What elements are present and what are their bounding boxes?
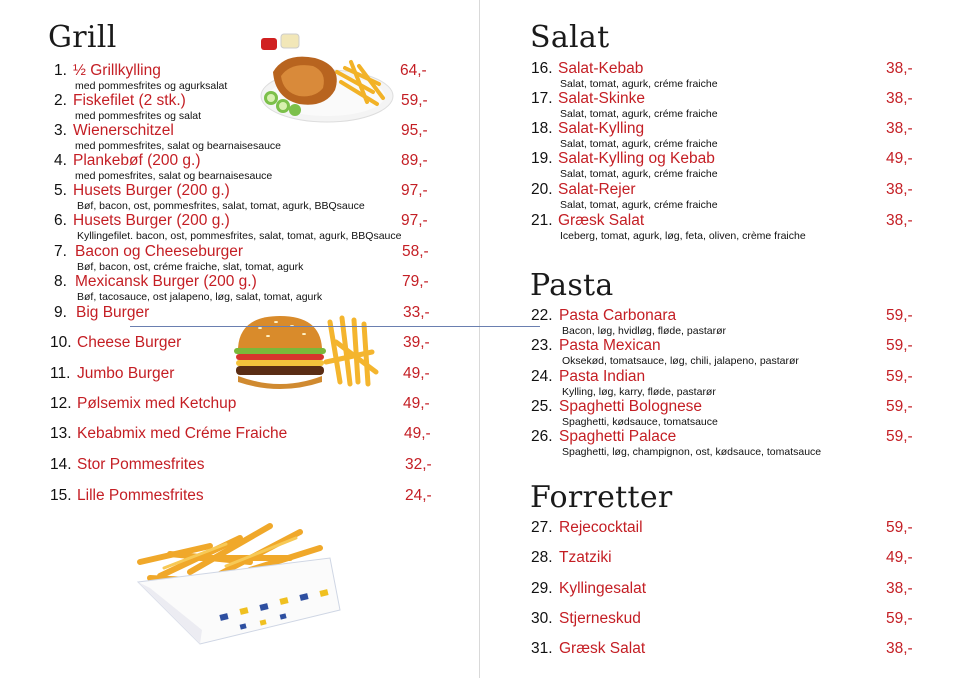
menu-item-name: Plankebøf (200 g.) bbox=[73, 152, 201, 169]
menu-item-number: 28. bbox=[531, 549, 553, 566]
menu-item-description: Bøf, tacosauce, ost jalapeno, løg, salat, tomat, agurk bbox=[77, 291, 323, 303]
menu-item-description: Salat, tomat, agurk, créme fraiche bbox=[560, 78, 718, 90]
menu-item-name: Stjerneskud bbox=[559, 610, 641, 627]
menu-item bbox=[480, 337, 960, 367]
menu-item-name: Græsk Salat bbox=[559, 640, 646, 657]
menu-item bbox=[480, 428, 960, 458]
menu-item-number: 4. bbox=[54, 152, 67, 169]
menu-item-name: Salat-Skinke bbox=[558, 90, 646, 107]
menu-item bbox=[0, 425, 480, 455]
menu-item bbox=[0, 212, 480, 242]
menu-item-price: 39,- bbox=[403, 334, 430, 351]
menu-item-number: 12. bbox=[50, 395, 72, 412]
menu-item bbox=[480, 90, 960, 120]
menu-item bbox=[480, 212, 960, 242]
menu-item-price: 38,- bbox=[886, 90, 913, 107]
menu-item-price: 38,- bbox=[886, 580, 913, 597]
menu-item-price: 38,- bbox=[886, 640, 913, 657]
menu-item-name: Spaghetti Bolognese bbox=[559, 398, 703, 415]
menu-item-name: Fiskefilet (2 stk.) bbox=[73, 92, 186, 109]
menu-item-number: 15. bbox=[50, 487, 72, 504]
menu-item bbox=[0, 273, 480, 303]
menu-item-price: 59,- bbox=[886, 428, 913, 445]
menu-item-name: Spaghetti Palace bbox=[559, 428, 677, 445]
menu-item-number: 24. bbox=[531, 368, 553, 385]
menu-item-number: 1. bbox=[54, 62, 67, 79]
menu-item-price: 32,- bbox=[405, 456, 432, 473]
menu-item-number: 23. bbox=[531, 337, 553, 354]
menu-item-price: 59,- bbox=[401, 92, 428, 109]
menu-item-description: Spaghetti, kødsauce, tomatsauce bbox=[562, 416, 718, 428]
menu-item-description: Kyllingefilet. bacon, ost, pommesfrites, salat, tomat, agurk, BBQsauce bbox=[77, 230, 402, 242]
menu-item bbox=[0, 395, 480, 425]
menu-item-price: 38,- bbox=[886, 181, 913, 198]
burger-fries-image bbox=[230, 312, 385, 394]
menu-item-description: Kylling, løg, karry, fløde, pastarør bbox=[562, 386, 716, 398]
menu-item-number: 30. bbox=[531, 610, 553, 627]
menu-item-price: 89,- bbox=[401, 152, 428, 169]
fries-box-image bbox=[130, 518, 345, 646]
menu-item bbox=[0, 152, 480, 182]
menu-item-name: Cheese Burger bbox=[77, 334, 182, 351]
menu-item-name: Græsk Salat bbox=[558, 212, 645, 229]
menu-item bbox=[480, 519, 960, 549]
menu-item-description: med pommesfrites og salat bbox=[75, 110, 202, 122]
menu-item-price: 38,- bbox=[886, 120, 913, 137]
menu-item bbox=[480, 549, 960, 579]
menu-item-name: Pasta Carbonara bbox=[559, 307, 677, 324]
menu-item bbox=[480, 60, 960, 90]
menu-item-description: Spaghetti, løg, champignon, ost, kødsauce, tomatsauce bbox=[562, 446, 822, 458]
menu-item-number: 21. bbox=[531, 212, 553, 229]
menu-item-name: Wienerschitzel bbox=[73, 122, 174, 139]
menu-item bbox=[480, 398, 960, 428]
menu-item-number: 2. bbox=[54, 92, 67, 109]
menu-item-price: 49,- bbox=[886, 549, 913, 566]
menu-item-description: med pomesfrites, salat og bearnaisesauce bbox=[75, 170, 273, 182]
menu-item bbox=[0, 92, 480, 122]
menu-item bbox=[0, 456, 480, 486]
menu-item-price: 64,- bbox=[400, 62, 427, 79]
menu-item-number: 25. bbox=[531, 398, 553, 415]
menu-item-number: 19. bbox=[531, 150, 553, 167]
section-title-forretter: Forretter bbox=[530, 480, 673, 515]
section-title-pasta: Pasta bbox=[530, 268, 614, 303]
menu-page-right bbox=[480, 0, 960, 678]
menu-item-number: 27. bbox=[531, 519, 553, 536]
menu-item-name: Jumbo Burger bbox=[77, 365, 175, 382]
menu-item-number: 29. bbox=[531, 580, 553, 597]
menu-item bbox=[0, 243, 480, 273]
menu-item bbox=[0, 62, 480, 92]
menu-item-price: 38,- bbox=[886, 60, 913, 77]
menu-item-name: Salat-Kylling bbox=[558, 120, 645, 137]
menu-item-number: 3. bbox=[54, 122, 67, 139]
menu-item-price: 59,- bbox=[886, 610, 913, 627]
menu-item-price: 49,- bbox=[404, 425, 431, 442]
menu-item-name: Salat-Kylling og Kebab bbox=[558, 150, 715, 167]
menu-item-number: 31. bbox=[531, 640, 553, 657]
menu-item bbox=[480, 150, 960, 180]
menu-item-number: 9. bbox=[54, 304, 67, 321]
menu-item-number: 14. bbox=[50, 456, 72, 473]
menu-item-number: 13. bbox=[50, 425, 72, 442]
menu-item-name: Lille Pommesfrites bbox=[77, 487, 204, 504]
section-title-grill: Grill bbox=[48, 20, 117, 55]
menu-item-price: 49,- bbox=[403, 365, 430, 382]
menu-item-price: 59,- bbox=[886, 398, 913, 415]
menu-item bbox=[480, 368, 960, 398]
menu-item-name: Mexicansk Burger (200 g.) bbox=[75, 273, 257, 290]
menu-item-name: Husets Burger (200 g.) bbox=[73, 212, 230, 229]
menu-item-description: Salat, tomat, agurk, créme fraiche bbox=[560, 138, 718, 150]
menu-item-number: 17. bbox=[531, 90, 553, 107]
menu-item-price: 58,- bbox=[402, 243, 429, 260]
menu-item-number: 10. bbox=[50, 334, 72, 351]
menu-item-name: Rejecocktail bbox=[559, 519, 643, 536]
menu-item-number: 8. bbox=[54, 273, 67, 290]
section-title-salat: Salat bbox=[530, 20, 610, 55]
menu-item-price: 49,- bbox=[403, 395, 430, 412]
menu-item bbox=[480, 307, 960, 337]
menu-item-name: Salat-Rejer bbox=[558, 181, 636, 198]
menu-item-description: Bøf, bacon, ost, créme fraiche, slat, tomat, agurk bbox=[77, 261, 304, 273]
menu-item-name: Bacon og Cheeseburger bbox=[75, 243, 244, 260]
menu-item-price: 38,- bbox=[886, 212, 913, 229]
menu-item bbox=[0, 487, 480, 517]
menu-item-description: Salat, tomat, agurk, créme fraiche bbox=[560, 199, 718, 211]
menu-item-price: 33,- bbox=[403, 304, 430, 321]
menu-item-price: 97,- bbox=[401, 212, 428, 229]
menu-item bbox=[480, 640, 960, 670]
chicken-fries-plate-image bbox=[255, 32, 395, 124]
menu-item-name: Pasta Mexican bbox=[559, 337, 661, 354]
menu-item bbox=[0, 122, 480, 152]
menu-item-price: 24,- bbox=[405, 487, 432, 504]
menu-item-number: 26. bbox=[531, 428, 553, 445]
menu-item-name: ½ Grillkylling bbox=[73, 62, 161, 79]
menu-item-name: Husets Burger (200 g.) bbox=[73, 182, 230, 199]
menu-item bbox=[480, 120, 960, 150]
menu-item bbox=[480, 580, 960, 610]
menu-item-price: 59,- bbox=[886, 368, 913, 385]
menu-item bbox=[480, 610, 960, 640]
menu-item-name: Pasta Indian bbox=[559, 368, 646, 385]
menu-item-price: 49,- bbox=[886, 150, 913, 167]
menu-item-number: 11. bbox=[50, 365, 71, 382]
menu-item-name: Kebabmix med Créme Fraiche bbox=[77, 425, 288, 442]
menu-item-description: med pommesfrites, salat og bearnaisesauce bbox=[75, 140, 282, 152]
menu-item-description: Bøf, bacon, ost, pommesfrites, salat, tomat, agurk, BBQsauce bbox=[77, 200, 365, 212]
guide-line bbox=[130, 326, 540, 327]
menu-item-number: 5. bbox=[54, 182, 67, 199]
menu-item bbox=[0, 182, 480, 212]
menu-item-name: Stor Pommesfrites bbox=[77, 456, 205, 473]
menu-item-price: 95,- bbox=[401, 122, 428, 139]
menu-item-name: Kyllingesalat bbox=[559, 580, 647, 597]
menu-item-number: 18. bbox=[531, 120, 553, 137]
menu-item-description: med pommesfrites og agurksalat bbox=[75, 80, 228, 92]
menu-item bbox=[480, 181, 960, 211]
menu-item-description: Salat, tomat, agurk, créme fraiche bbox=[560, 168, 718, 180]
menu-item-number: 16. bbox=[531, 60, 553, 77]
menu-item-name: Tzatziki bbox=[559, 549, 612, 566]
menu-item-number: 6. bbox=[54, 212, 67, 229]
menu-item-description: Oksekød, tomatsauce, løg, chili, jalapeno, pastarør bbox=[562, 355, 799, 367]
menu-item-price: 79,- bbox=[402, 273, 429, 290]
menu-item-number: 22. bbox=[531, 307, 553, 324]
menu-item-number: 7. bbox=[54, 243, 67, 260]
menu-item-number: 20. bbox=[531, 181, 553, 198]
menu-item-price: 59,- bbox=[886, 307, 913, 324]
menu-item-description: Iceberg, tomat, agurk, løg, feta, oliven, crème fraiche bbox=[560, 230, 806, 242]
menu-item-name: Salat-Kebab bbox=[558, 60, 644, 77]
menu-item-name: Pølsemix med Ketchup bbox=[77, 395, 237, 412]
menu-item-description: Bacon, løg, hvidløg, fløde, pastarør bbox=[562, 325, 726, 337]
menu-item-description: Salat, tomat, agurk, créme fraiche bbox=[560, 108, 718, 120]
menu-item-price: 97,- bbox=[401, 182, 428, 199]
menu-item-price: 59,- bbox=[886, 519, 913, 536]
menu-item-price: 59,- bbox=[886, 337, 913, 354]
menu-item-name: Big Burger bbox=[76, 304, 150, 321]
